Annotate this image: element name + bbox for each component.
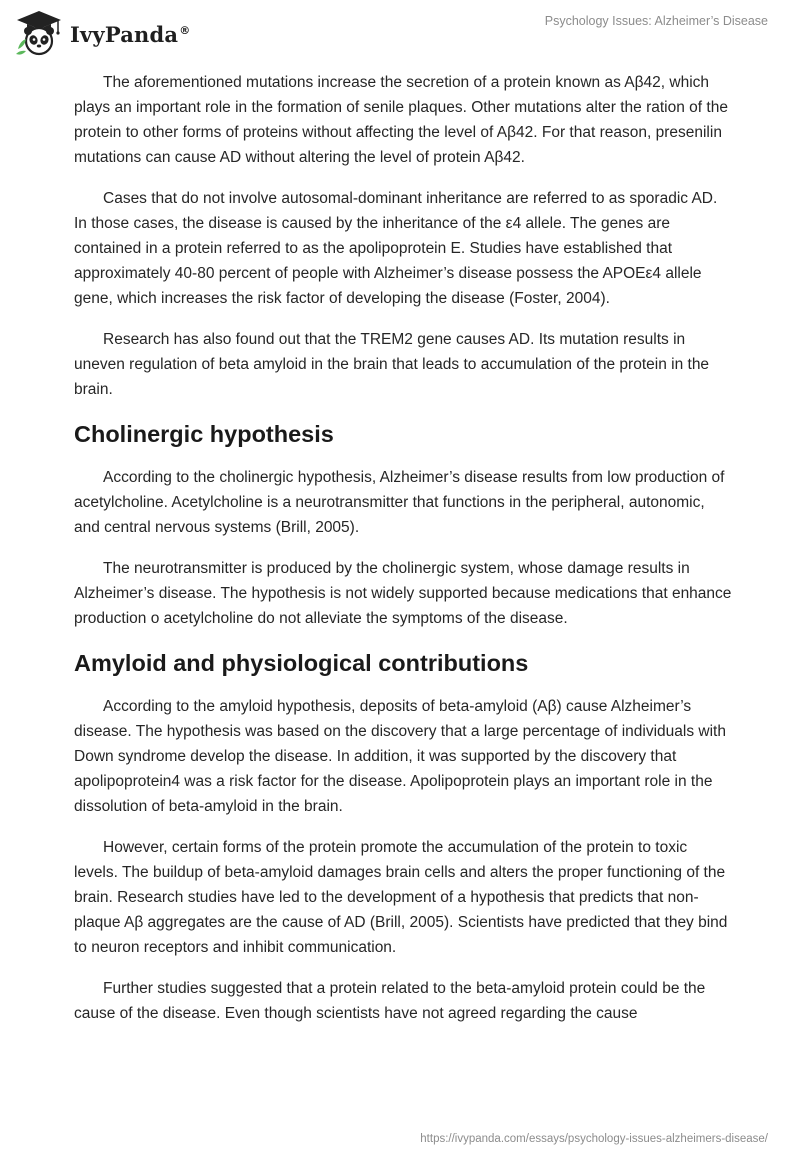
paragraph: However, certain forms of the protein promote the accumulation of the protein to toxic levels. The buildup of beta-amyloid damages brain cells and alters the proper functioning of the brain. Research studies have led to the development of a hypothesis that predicts that non-plaque Aβ aggregates are the cause of AD (Brill, 2005). Scientists have predicted that they bind to neuron receptors and inhibit communication. <box>74 839 728 956</box>
source-url[interactable]: https://ivypanda.com/essays/psychology-issues-alzheimers-disease/ <box>420 1133 768 1145</box>
paragraph: According to the amyloid hypothesis, deposits of beta-amyloid (Aβ) cause Alzheimer’s disease. The hypothesis was based on the discovery that a large percentage of individuals with Down syndrome develop the disease. In addition, it was supported by the discovery that apolipoprotein4 was a risk factor for the disease. Apolipoprotein plays an important role in the dissolution of beta-amyloid in the brain. <box>74 698 726 815</box>
page-header <box>0 0 800 64</box>
brand-name-text: IvyPanda <box>70 21 179 47</box>
essay-content <box>74 70 734 1042</box>
paragraph: The aforementioned mutations increase the secretion of a protein known as Aβ42, which plays an important role in the formation of senile plaques. Other mutations alter the ration of the protein to other forms of proteins without affecting the level of Aβ42. For that reason, presenilin mutations can cause AD without altering the level of protein Aβ42. <box>74 74 728 166</box>
paragraph: Further studies suggested that a protein related to the beta-amyloid protein could be the cause of the disease. Even though scientists have not agreed regarding the cause <box>74 980 706 1022</box>
section-heading-cholinergic: Cholinergic hypothesis <box>74 421 334 447</box>
ivypanda-logo[interactable] <box>14 8 190 58</box>
panda-graduation-cap-icon <box>14 8 64 58</box>
paragraph: The neurotransmitter is produced by the cholinergic system, whose damage results in Alzheimer’s disease. The hypothesis is not widely supported because medications that enhance production o acetylcholine do not alleviate the symptoms of the disease. <box>74 560 732 627</box>
registered-mark: ® <box>179 23 191 37</box>
paragraph: According to the cholinergic hypothesis, Alzheimer’s disease results from low production of acetylcholine. Acetylcholine is a neurotransmitter that functions in the peripheral, autonomic, and central nervous systems (Brill, 2005). <box>74 469 725 536</box>
section-heading-amyloid: Amyloid and physiological contributions <box>74 650 529 676</box>
paragraph: Cases that do not involve autosomal-dominant inheritance are referred to as sporadic AD. In those cases, the disease is caused by the inheritance of the ε4 allele. The genes are contained in a protein referred to as the apolipoprotein E. Studies have established that approximately 40-80 percent of people with Alzheimer’s disease possess the APOEε4 allele gene, which increases the risk factor of developing the disease (Foster, 2004). <box>74 190 718 307</box>
paragraph: Research has also found out that the TREM2 gene causes AD. Its mutation results in uneven regulation of beta amyloid in the brain that leads to accumulation of the protein in the brain. <box>74 331 710 398</box>
brand-name <box>70 22 190 47</box>
document-title: Psychology Issues: Alzheimer’s Disease <box>544 14 768 28</box>
